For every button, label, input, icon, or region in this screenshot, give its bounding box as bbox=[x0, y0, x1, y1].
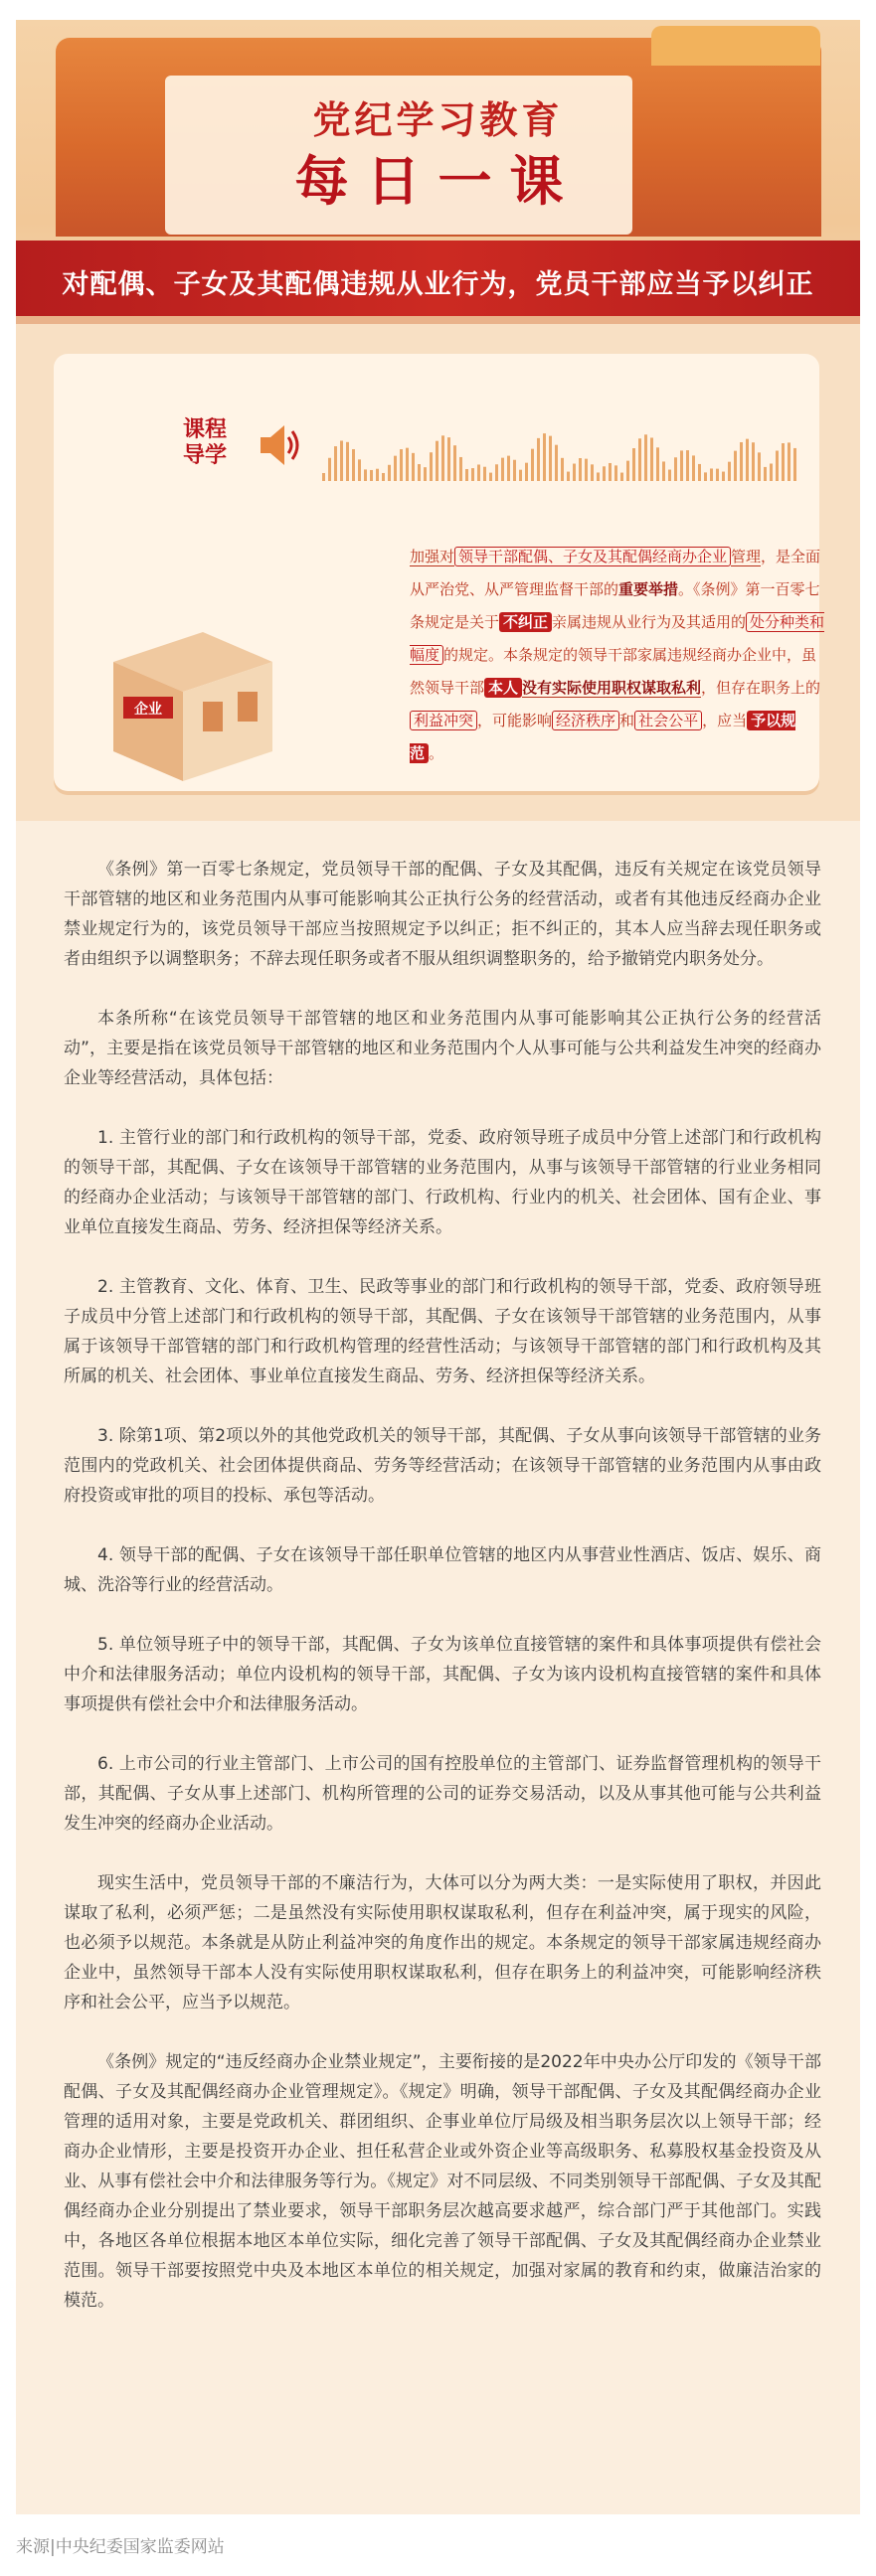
wave-bar bbox=[477, 464, 480, 481]
wave-bar bbox=[465, 469, 468, 481]
wave-bar bbox=[644, 434, 647, 481]
guide-card bbox=[54, 354, 825, 791]
wave-bar bbox=[453, 445, 456, 481]
highlight-box: 领导干部配偶、子女及其配偶经商办企业 bbox=[454, 547, 731, 566]
wave-bar bbox=[412, 453, 415, 481]
paragraph: 6. 上市公司的行业主管部门、上市公司的国有控股单位的主管部门、证券监督管理机构的领导干部，其配偶、子女从事上述部门、机构所管理的公司的证券交易活动，以及从事其他可能与公共利益发生冲突的经商办企业活动。 bbox=[64, 1754, 821, 1834]
paragraph: 1. 主管行业的部门和行政机构的领导干部，党委、政府领导班子成员中分管上述部门和行政机构的领导干部，其配偶、子女在该领导干部管辖的业务范围内，从事与该领导干部管辖的行业业务相同的经商办企业活动；与该领导干部管辖的部门、行政机构、行业内的机关、社会团体、国有企业、事业单位直接发生商品、劳务、经济担保等经济关系。 bbox=[64, 1128, 821, 1237]
wave-bar bbox=[358, 459, 361, 481]
wave-bar bbox=[364, 469, 367, 481]
wave-bar bbox=[782, 443, 785, 481]
wave-bar bbox=[591, 464, 594, 481]
subtitle-text: 对配偶、子女及其配偶违规从业行为，党员干部应当予以纠正 bbox=[62, 269, 814, 300]
paragraph: 3. 除第1项、第2项以外的其他党政机关的领导干部，其配偶、子女从事向该领导干部管辖的业务范围内的党政机关、社会团体提供商品、劳务等经营活动；在该领导干部管辖的业务范围内从事由政府投资或审批的项目的投标、承包等活动。 bbox=[64, 1426, 821, 1506]
wave-bar bbox=[549, 436, 552, 481]
text-run: ，应当 bbox=[702, 712, 748, 729]
wave-bar bbox=[764, 467, 767, 481]
text-run: 。 bbox=[429, 744, 444, 762]
wave-bar bbox=[430, 452, 433, 481]
paragraph: 《条例》第一百零七条规定，党员领导干部的配偶、子女及其配偶，违反有关规定在该党员领导干部管辖的地区和业务范围内从事可能影响其公正执行公务的经营活动，或者有其他违反经商办企业禁业规定行为的，该党员领导干部应当按照规定予以纠正；拒不纠正的，其本人应当辞去现任职务或者由组织予以调整职务；不辞去现任职务或者不服从组织调整职务的，给予撤销党内职务处分。 bbox=[64, 860, 821, 969]
wave-bar bbox=[597, 472, 600, 481]
wave-bar bbox=[394, 456, 397, 481]
wave-bar bbox=[722, 472, 725, 481]
wave-bar bbox=[662, 461, 665, 481]
highlight-box: 社会公平 bbox=[634, 711, 702, 730]
wave-bar bbox=[543, 433, 546, 481]
wave-bar bbox=[447, 437, 450, 481]
guide-header bbox=[183, 409, 312, 489]
wave-bar bbox=[793, 448, 796, 481]
wave-bar bbox=[770, 463, 773, 481]
wave-bar bbox=[668, 470, 671, 481]
wave-bar bbox=[674, 457, 677, 481]
wave-bar bbox=[734, 451, 737, 481]
guide-paragraph bbox=[410, 541, 827, 770]
paragraph: 《条例》规定的“违反经商办企业禁业规定”，主要衔接的是2022年中央办公厅印发的《领导干部配偶、子女及其配偶经商办企业管理规定》。《规定》明确，领导干部配偶、子女及其配偶经商办企业管理的适用对象，主要是党政机关、群团组织、企事业单位厅局级及相当职务层次以上领导干部；经商办企业情形，主要是投资开办企业、担任私营企业或外资企业等高级职务、私募股权基金投资及从业、从事有偿社会中介和法律服务等行为。《规定》对不同层级、不同类别领导干部配偶、子女及其配偶经商办企业分别提出了禁业要求，领导干部职务层次越高要求越严，综合部门严于其他部门。实践中，各地区各单位根据本地区本单位实际，细化完善了领导干部配偶、子女及其配偶经商办企业禁业范围。领导干部要按照党中央及本地区本单位的相关规定，加强对家属的教育和约束，做廉洁治家的模范。 bbox=[64, 2052, 821, 2311]
highlight-tag: 予以规范 bbox=[410, 712, 796, 762]
wave-bar bbox=[638, 438, 641, 481]
wave-bar bbox=[740, 442, 743, 481]
wave-bar bbox=[537, 438, 540, 481]
paragraph: 本条所称“在该党员领导干部管辖的地区和业务范围内从事可能影响其公正执行公务的经营活动”，主要是指在该党员领导干部管辖的地区和业务范围内个人从事可能与公共利益发生冲突的经商办企业等经营活动，具体包括： bbox=[64, 1009, 821, 1088]
paragraph: 现实生活中，党员领导干部的不廉洁行为，大体可以分为两大类：一是实际使用了职权，并因此谋取了私利，必须严惩；二是虽然没有实际使用职权谋取私利，但存在利益冲突，属于现实的风险，也必须予以规范。本条就是从防止利益冲突的角度作出的规定。本条规定的领导干部家属违规经商办企业中，虽然领导干部本人没有实际使用职权谋取私利，但存在职务上的利益冲突，可能影响经济秩序和社会公平，应当予以规范。 bbox=[64, 1873, 821, 2012]
wave-bar bbox=[418, 464, 421, 481]
wave-bar bbox=[459, 457, 462, 481]
guide-illustration bbox=[16, 324, 860, 821]
wave-bar bbox=[585, 459, 588, 481]
paragraph: 5. 单位领导班子中的领导干部，其配偶、子女为该单位直接管辖的案件和具体事项提供有偿社会中介和法律服务活动；单位内设机构的领导干部，其配偶、子女为该内设机构直接管辖的案件和具体事项提供有偿社会中介和法律服务活动。 bbox=[64, 1635, 821, 1714]
wave-bar bbox=[322, 473, 325, 481]
wave-bar bbox=[656, 447, 659, 481]
wave-bar bbox=[614, 465, 617, 481]
source-caption[interactable]: 来源|中央纪委国家监委网站 bbox=[16, 2537, 225, 2557]
guide-label: 课程导学 bbox=[183, 417, 228, 468]
wave-bar bbox=[650, 437, 653, 481]
wave-bar bbox=[501, 458, 504, 481]
wave-bar bbox=[441, 435, 444, 481]
wave-bar bbox=[758, 452, 761, 481]
wave-bar bbox=[376, 469, 379, 481]
wave-bar bbox=[424, 467, 427, 481]
building-sign: 企业 bbox=[134, 702, 162, 718]
wave-bar bbox=[710, 468, 713, 481]
paragraph: 4. 领导干部的配偶、子女在该领导干部任职单位管辖的地区内从事营业性酒店、饭店、娱乐、商城、洗浴等行业的经营活动。 bbox=[64, 1545, 821, 1595]
wave-bar bbox=[746, 439, 749, 481]
bold-text: 没有实际使用职权谋取私利 bbox=[522, 679, 702, 697]
folder-tab-graphic bbox=[651, 26, 820, 66]
banner-title-large: 每日一课 bbox=[294, 150, 582, 213]
article-card bbox=[16, 20, 860, 2514]
wave-bar bbox=[400, 449, 403, 481]
wave-bar bbox=[388, 465, 391, 481]
text-run: ，但存在职务上的 bbox=[701, 679, 821, 697]
text-run: 管理 bbox=[731, 548, 762, 565]
wave-bar bbox=[776, 450, 779, 481]
wave-bar bbox=[716, 469, 719, 481]
wave-bar bbox=[334, 446, 337, 481]
wave-bar bbox=[567, 472, 570, 481]
band-shadow bbox=[16, 316, 860, 324]
text-run: ，是全面从严治党、从严管理监督干部的 bbox=[410, 548, 821, 598]
wave-bar bbox=[531, 449, 534, 481]
wave-bar bbox=[561, 458, 564, 481]
wave-bar bbox=[555, 445, 558, 481]
wave-bar bbox=[609, 463, 612, 481]
wave-bar bbox=[525, 463, 528, 481]
wave-bar bbox=[519, 470, 522, 481]
wave-bar bbox=[352, 449, 355, 481]
highlight-tag: 本人 bbox=[484, 678, 522, 698]
audio-wave-graphic bbox=[322, 423, 809, 483]
wave-bar bbox=[620, 473, 623, 481]
article-body bbox=[64, 855, 821, 2345]
wave-bar bbox=[483, 467, 486, 481]
text-run: 加强对 bbox=[410, 548, 455, 565]
header-banner bbox=[16, 20, 860, 358]
wave-bar bbox=[406, 448, 409, 481]
text-run: 的规定。本条规定的领导干部家属违规经商办企业中，虽然领导干部 bbox=[410, 646, 817, 697]
bold-text: 重要举措 bbox=[618, 580, 679, 598]
wave-bar bbox=[704, 472, 707, 481]
highlight-box: 处分种类和幅度 bbox=[410, 613, 825, 664]
wave-bar bbox=[728, 462, 731, 481]
paragraph: 2. 主管教育、文化、体育、卫生、民政等事业的部门和行政机构的领导干部，党委、政府领导班子成员中分管上述部门和行政机构的领导干部，其配偶、子女在该领导干部管辖的业务范围内，从事属于该领导干部管辖的部门和行政机构管理的经营性活动；与该领导干部管辖的部门和行政机构及其所属的机关、社会团体、事业单位直接发生商品、劳务、经济担保等经济关系。 bbox=[64, 1277, 821, 1386]
wave-bar bbox=[513, 460, 516, 481]
wave-bar bbox=[489, 473, 492, 481]
wave-bar bbox=[626, 461, 629, 481]
banner-title: 党纪学习教育 bbox=[312, 98, 564, 142]
highlight-tag: 不纠正 bbox=[499, 612, 552, 632]
wave-bar bbox=[680, 450, 683, 481]
text-run: 和 bbox=[619, 712, 635, 729]
wave-bar bbox=[788, 442, 790, 481]
text-run: ，可能影响 bbox=[477, 712, 553, 729]
wave-bar bbox=[328, 458, 331, 481]
wave-bar bbox=[692, 455, 695, 481]
wave-bar bbox=[495, 464, 498, 481]
shop-building-graphic bbox=[93, 602, 282, 791]
wave-bar bbox=[686, 450, 689, 481]
wave-bar bbox=[603, 466, 606, 481]
wave-bar bbox=[471, 468, 474, 481]
highlight-box: 利益冲突 bbox=[410, 711, 477, 730]
wave-bar bbox=[632, 448, 635, 481]
wave-bar bbox=[370, 470, 373, 481]
speaker-icon bbox=[257, 421, 300, 469]
wave-bar bbox=[436, 441, 438, 481]
wave-bar bbox=[752, 442, 755, 481]
wave-bar bbox=[507, 456, 510, 481]
wave-bar bbox=[698, 464, 701, 481]
text-run: 。《条例》第一百零七条规定是关于 bbox=[410, 580, 820, 631]
wave-bar bbox=[573, 464, 576, 481]
highlight-box: 经济秩序 bbox=[552, 711, 619, 730]
wave-bar bbox=[579, 458, 582, 481]
wave-bar bbox=[346, 442, 349, 481]
wave-bar bbox=[340, 440, 343, 481]
wave-bar bbox=[382, 473, 385, 481]
text-run: 亲属违规从业行为及其适用的 bbox=[552, 613, 747, 631]
